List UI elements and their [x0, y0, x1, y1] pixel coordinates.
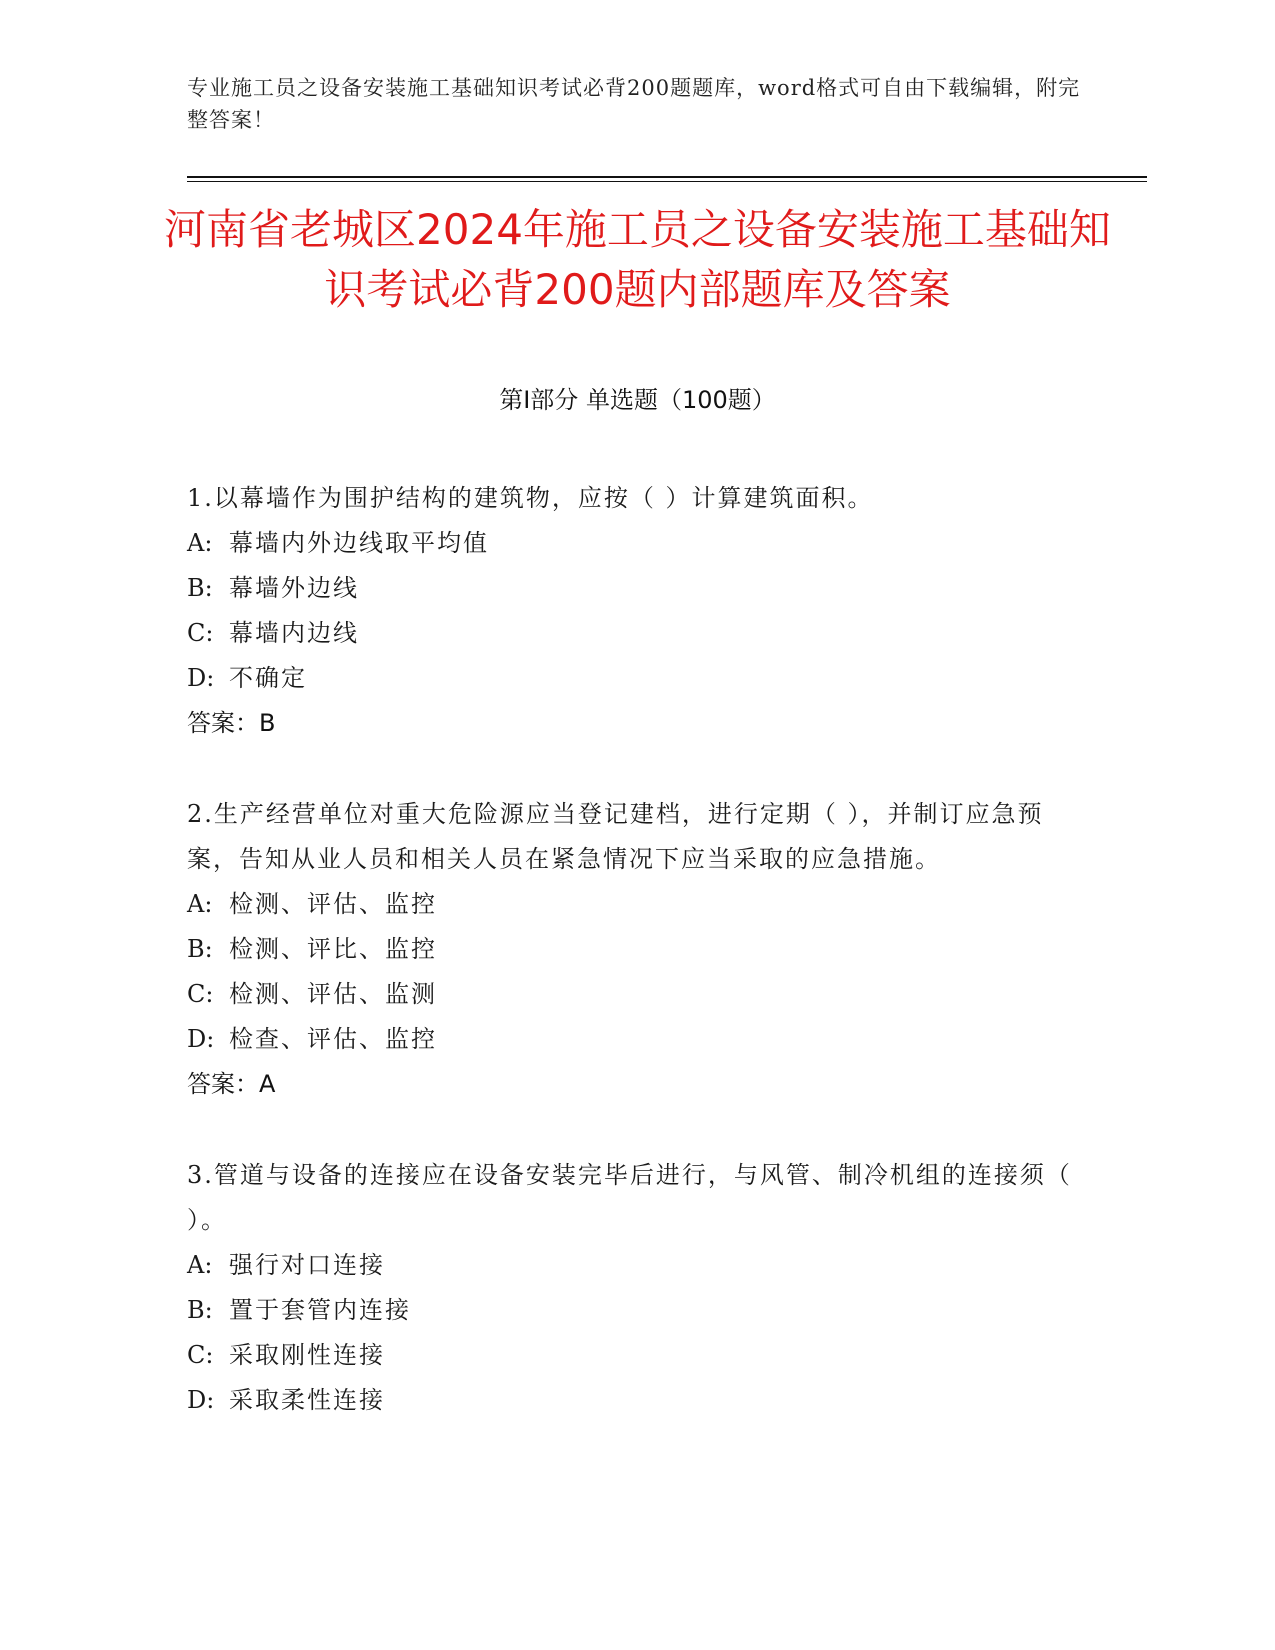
option-text: 幕墙内边线	[229, 619, 359, 647]
option-c	[187, 1333, 1087, 1378]
option-d	[187, 656, 1087, 701]
option-key: D:	[187, 1386, 215, 1414]
option-a	[187, 1243, 1087, 1288]
question-2	[187, 792, 1087, 1107]
option-key: C:	[187, 980, 214, 1008]
option-text: 置于套管内连接	[229, 1296, 411, 1324]
option-text: 检查、评估、监控	[229, 1025, 437, 1053]
option-key: B:	[187, 1296, 213, 1324]
question-1	[187, 476, 1087, 746]
question-stem: 2.生产经营单位对重大危险源应当登记建档，进行定期（ ），并制订应急预案，告知从业人员和相关人员在紧急情况下应当采取的应急措施。	[187, 800, 1044, 873]
question-stem: 1.以幕墙作为围护结构的建筑物，应按（ ）计算建筑面积。	[187, 484, 874, 512]
option-d	[187, 1017, 1087, 1062]
option-key: D:	[187, 664, 215, 692]
option-text: 强行对口连接	[229, 1251, 385, 1279]
option-c	[187, 972, 1087, 1017]
option-d	[187, 1378, 1087, 1423]
option-key: C:	[187, 1341, 214, 1369]
question-stem: 3.管道与设备的连接应在设备安装完毕后进行，与风管、制冷机组的连接须（ ）。	[187, 1161, 1072, 1234]
option-a	[187, 521, 1087, 566]
option-text: 检测、评估、监控	[229, 890, 437, 918]
answer: 答案：B	[187, 709, 276, 737]
answer: 答案：A	[187, 1070, 276, 1098]
option-c	[187, 611, 1087, 656]
option-key: A:	[187, 890, 213, 918]
question-3	[187, 1153, 1087, 1423]
document-title: 河南省老城区2024年施工员之设备安装施工基础知识考试必背200题内部题库及答案	[164, 205, 1111, 314]
header-divider-thick	[187, 176, 1147, 178]
question-list	[187, 476, 1087, 1469]
option-text: 幕墙内外边线取平均值	[229, 529, 489, 557]
header-divider-thin	[187, 181, 1147, 182]
option-b	[187, 927, 1087, 972]
option-key: B:	[187, 935, 213, 963]
option-key: C:	[187, 619, 214, 647]
option-text: 幕墙外边线	[229, 574, 359, 602]
option-key: A:	[187, 1251, 213, 1279]
option-b	[187, 1288, 1087, 1333]
section-heading: 第Ⅰ部分 单选题（100题）	[499, 386, 776, 414]
option-text: 采取刚性连接	[229, 1341, 385, 1369]
option-text: 检测、评估、监测	[229, 980, 437, 1008]
option-b	[187, 566, 1087, 611]
option-key: D:	[187, 1025, 215, 1053]
option-text: 不确定	[229, 664, 307, 692]
option-text: 采取柔性连接	[229, 1386, 385, 1414]
option-a	[187, 882, 1087, 927]
option-text: 检测、评比、监控	[229, 935, 437, 963]
header-note: 专业施工员之设备安装施工基础知识考试必背200题题库，word格式可自由下载编辑，附完整答案！	[187, 76, 1081, 132]
option-key: B:	[187, 574, 213, 602]
option-key: A:	[187, 529, 213, 557]
